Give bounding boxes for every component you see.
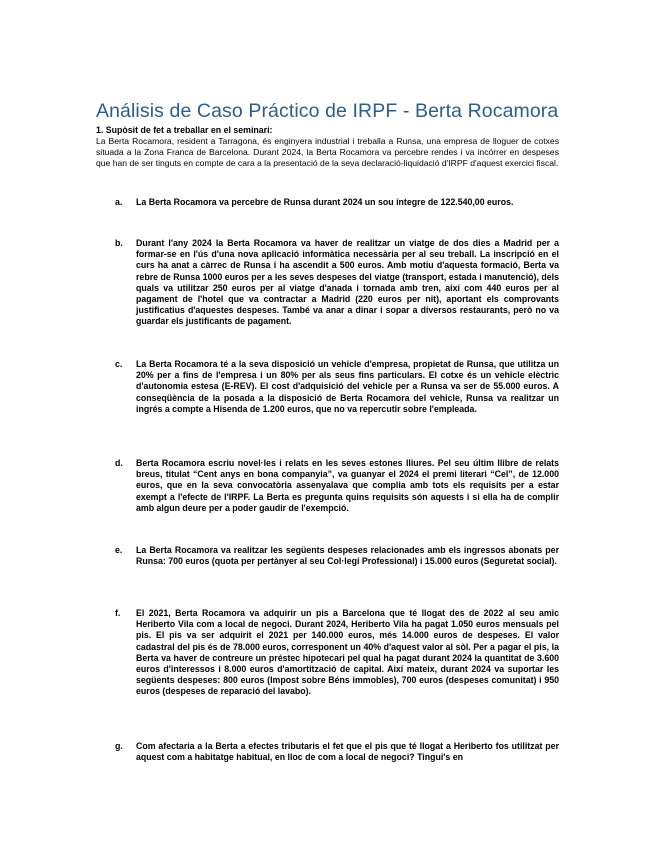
item-text: El 2021, Berta Rocamora va adquirir un pis a Barcelona que té llogat des de 2022 al seu amic Heriberto Vila com a local de negoci. Durant 2024, Heriberto Vila ha pagat 1.050 euros mensuals pel pis. El pis va ser adquirit el 2021 per 140.000 euros, més 14.000 euros de despeses. El valor cadastral del pis és de 78.000 euros, corresponent un 40% d'aquest valor al sòl. Per a pagar el pis, la Berta va haver de contreure un préstec hipotecari pel qual ha pagat durant 2024 la quantitat de 3.600 euros d'interessos i 8.000 euros d'amortització de capital. Així mateix, durant 2024 va suportar les següents despeses: 800 euros (Impost sobre Béns immobles), 700 euros (despeses comunitat) i 950 euros (despeses de reparació del lavabo). — [136, 608, 559, 697]
item-letter: c. — [115, 359, 123, 369]
document-title: Análisis de Caso Práctico de IRPF - Berta Rocamora — [96, 100, 559, 122]
item-letter: g. — [115, 741, 123, 751]
item-text: La Berta Rocamora va percebre de Runsa durant 2024 un sou íntegre de 122.540,00 euros. — [136, 197, 514, 207]
item-letter: f. — [115, 608, 121, 618]
item-text: Com afectaria a la Berta a efectes tributaris el fet que el pis que té llogat a Heriberto fos utilitzat per aquest com a habitatge habitual, en lloc de com a local de negoci? Tingui's en — [136, 741, 559, 763]
item-letter: a. — [115, 197, 123, 207]
item-text: La Berta Rocamora va realitzar les següents despeses relacionades amb els ingressos abonats per Runsa: 700 euros (quota per pertànyer al seu Col·legi Professional) i 15.000 euros (Seguretat social). — [136, 545, 559, 567]
item-letter: d. — [115, 458, 123, 468]
intro-paragraph: La Berta Rocamora, resident a Tarragona, és enginyera industrial i treballa a Runsa, una empresa de lloguer de cotxes situada a la Zona Franca de Barcelona. Durant 2024, la Berta Rocamora va percebre rendes i va incórrer en despeses que han de ser tinguts en compte de cara a la presentació de la seva declaració-liquidació d'IRPF d'aquest exercici fiscal. — [96, 136, 559, 168]
item-text: Berta Rocamora escriu novel·les i relats en les seves estones lliures. Pel seu últim llibre de relats breus, titulat “Cent anys en bona companyia”, va guanyar el 2024 el premi literari “Cel”, de 12.000 euros, que en la seva convocatòria assenyalava que complia amb tots els requisits per a estar exempt a l'efecte de l'IRPF. La Berta es pregunta quins requisits són aquests i si ella ha de complir amb algun deure per a poder gaudir de l'exempció. — [136, 458, 559, 513]
section-heading: 1. Supòsit de fet a treballar en el seminari: — [96, 125, 273, 135]
item-letter: b. — [115, 238, 123, 248]
item-text: La Berta Rocamora té a la seva disposició un vehicle d'empresa, propietat de Runsa, que utilitza un 20% per a fins de l'empresa i un 80% per als seus fins particulars. El cotxe és un vehicle elèctric d'autonomia estesa (E-REV). El cost d'adquisició del vehicle per a Runsa va ser de 55.000 euros. A conseqüència de la posada a la disposició de Berta Rocamora del vehicle, Runsa va realitzar un ingrés a compte a Hisenda de 1.200 euros, que no va repercutir sobre l'empleada. — [136, 359, 559, 414]
item-text: Durant l'any 2024 la Berta Rocamora va haver de realitzar un viatge de dos dies a Madrid per a formar-se en l'ús d'una nova aplicació informàtica necessària per al seu treball. La inscripció en el curs ha anat a càrrec de Runsa i ha ascendit a 500 euros. Amb motiu d'aquesta formació, Berta va rebre de Runsa 1000 euros per a les seves despeses del viatge (transport, estada i manutenció), dels quals va utilitzar 250 euros per al viatge d'anada i tornada amb tren, així com 440 euros per al pagament de l'hotel que va contractar a Madrid (220 euros per nit), aportant els comprovants justificatius d'aquestes despeses. També va anar a dinar i sopar a diversos restaurants, però no va guardar els justificants de pagament. — [136, 238, 559, 327]
item-letter: e. — [115, 545, 123, 555]
